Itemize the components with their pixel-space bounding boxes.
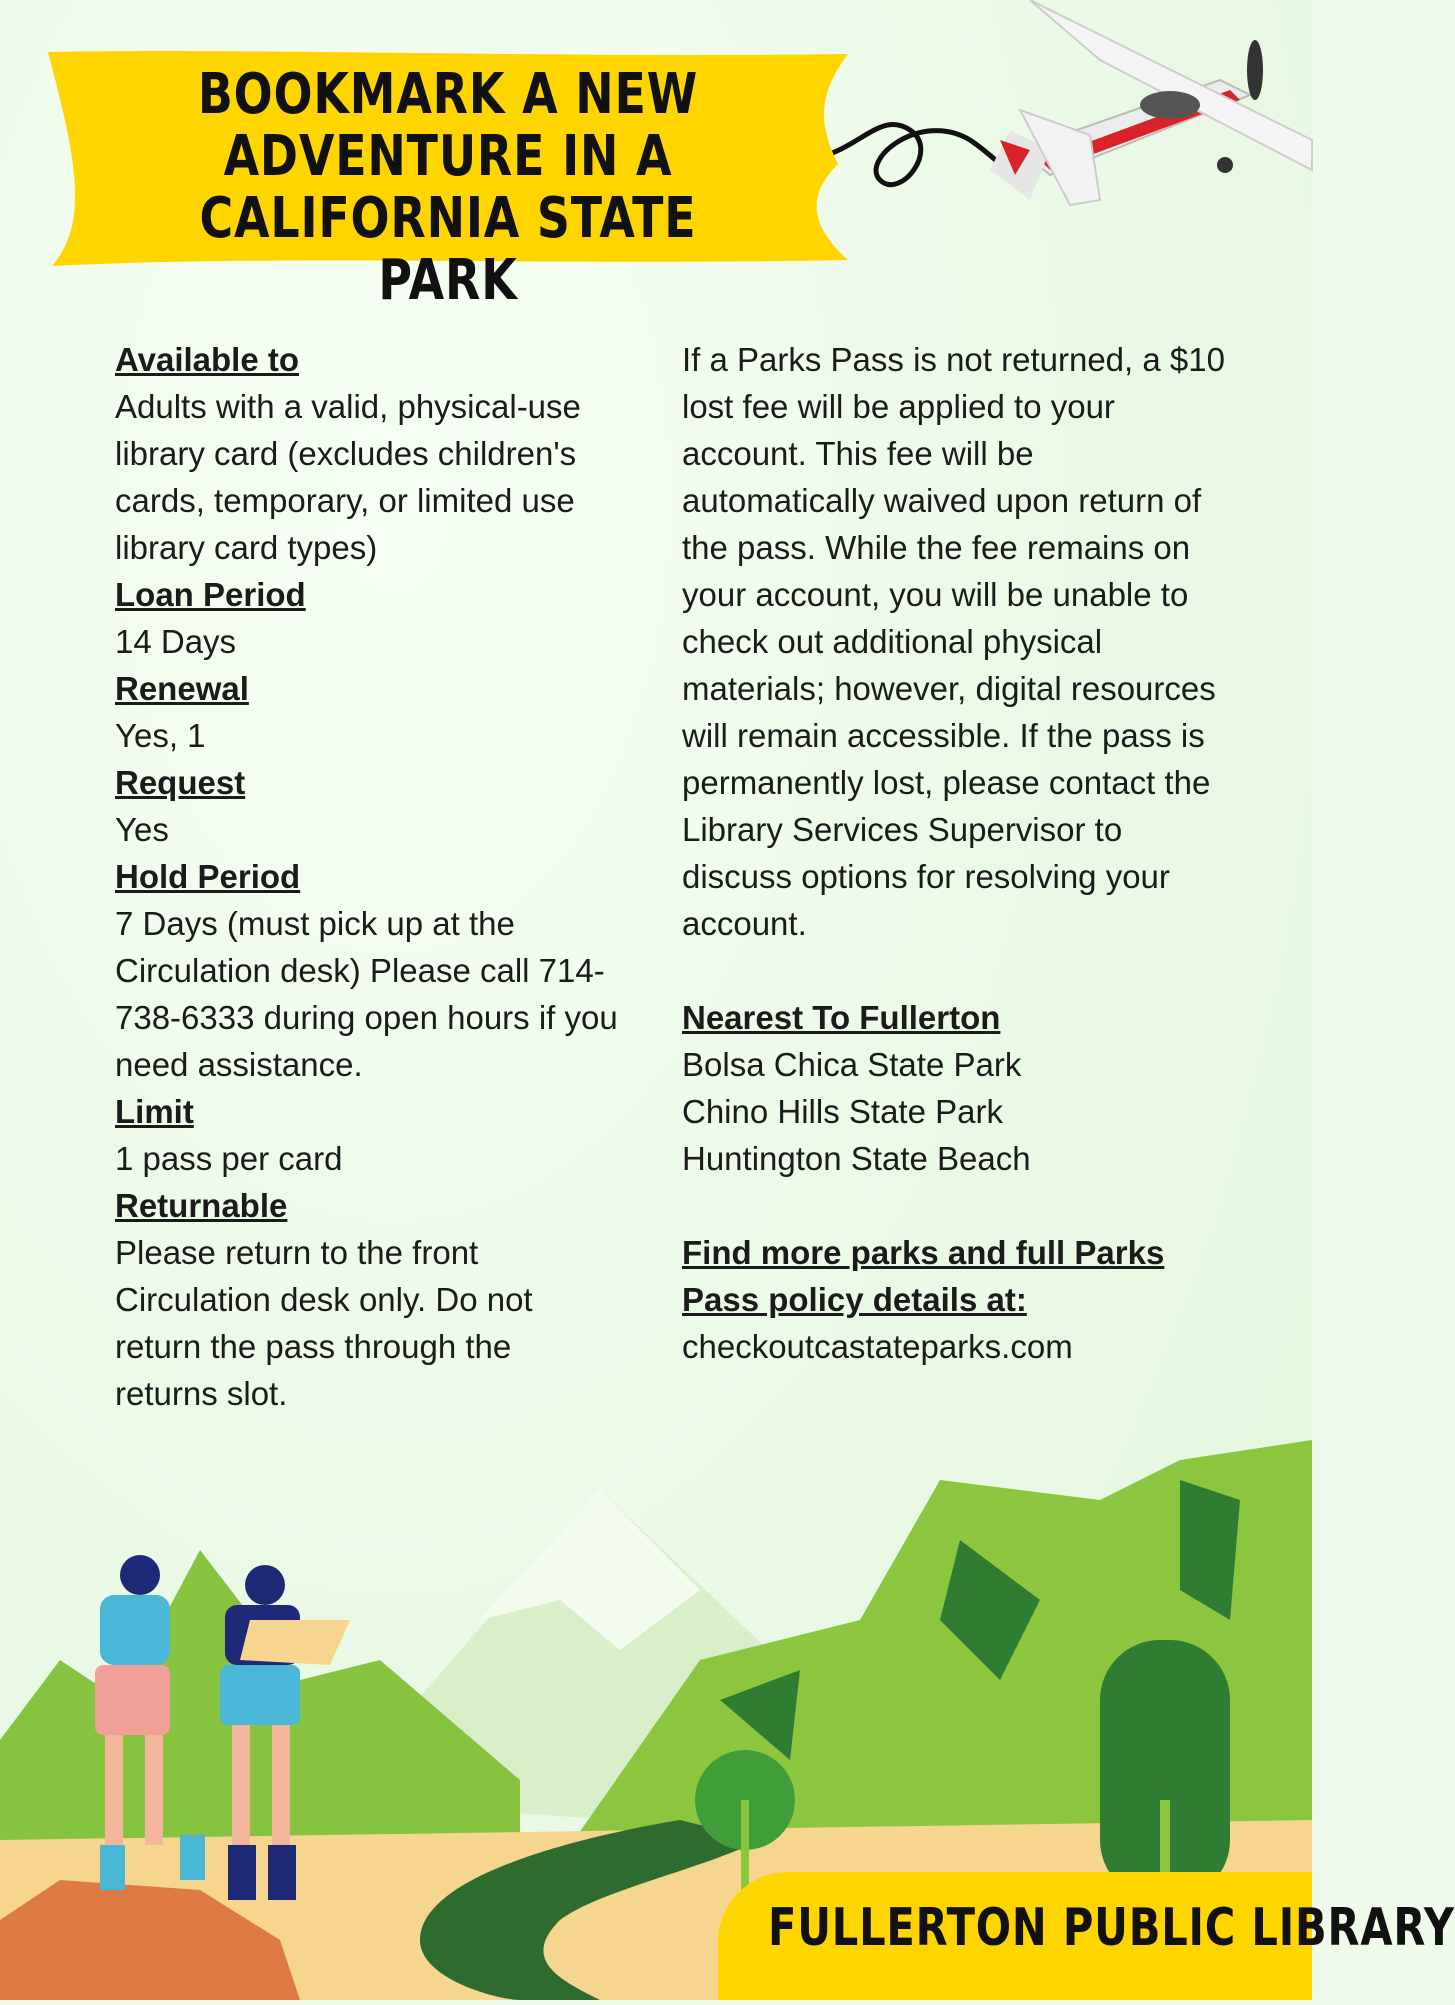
available-text: Adults with a valid, physical-use library card (excludes children's cards, temporary, or limited use library card types) [115, 388, 581, 566]
renewal-heading: Renewal [115, 670, 249, 707]
returnable-text: Please return to the front Circulation desk only. Do not return the pass through the returns slot. [115, 1234, 533, 1412]
policy-right-column [682, 336, 1242, 1370]
available-heading: Available to [115, 341, 299, 378]
hold-period-text: 7 Days (must pick up at the Circulation desk) Please call 714-738-6333 during open hours if you need assistance. [115, 905, 618, 1083]
limit-text: 1 pass per card [115, 1140, 343, 1177]
limit-heading: Limit [115, 1093, 194, 1130]
request-heading: Request [115, 764, 246, 801]
policy-left-column [115, 336, 655, 1417]
library-name: FULLERTON PUBLIC LIBRARY [768, 1898, 1455, 1958]
more-info-heading: Find more parks and full Parks Pass policy details at: [682, 1234, 1165, 1318]
park-item: Huntington State Beach [682, 1140, 1031, 1177]
park-item: Bolsa Chica State Park [682, 1046, 1022, 1083]
park-item: Chino Hills State Park [682, 1093, 1003, 1130]
page-title: BOOKMARK A NEW ADVENTURE IN A CALIFORNIA STATE PARK [197, 62, 699, 313]
loan-period-text: 14 Days [115, 623, 237, 660]
request-text: Yes [115, 811, 169, 848]
loan-period-heading: Loan Period [115, 576, 306, 613]
lost-fee-text: If a Parks Pass is not returned, a $10 lost fee will be applied to your account. This fee will be automatically waived upon return of the pass. While the fee remains on your account, you will be unable to check out additional physical materials; however, digital resources will remain accessible. If the pass is permanently lost, please contact the Library Services Supervisor to discuss options for resolving your account. [682, 341, 1225, 942]
website-link[interactable]: checkoutcastateparks.com [682, 1328, 1073, 1365]
hold-period-heading: Hold Period [115, 858, 301, 895]
airplane-icon [800, 0, 1312, 230]
renewal-text: Yes, 1 [115, 717, 206, 754]
title-banner [48, 44, 856, 313]
returnable-heading: Returnable [115, 1187, 288, 1224]
nearest-parks-heading: Nearest To Fullerton [682, 999, 1001, 1036]
